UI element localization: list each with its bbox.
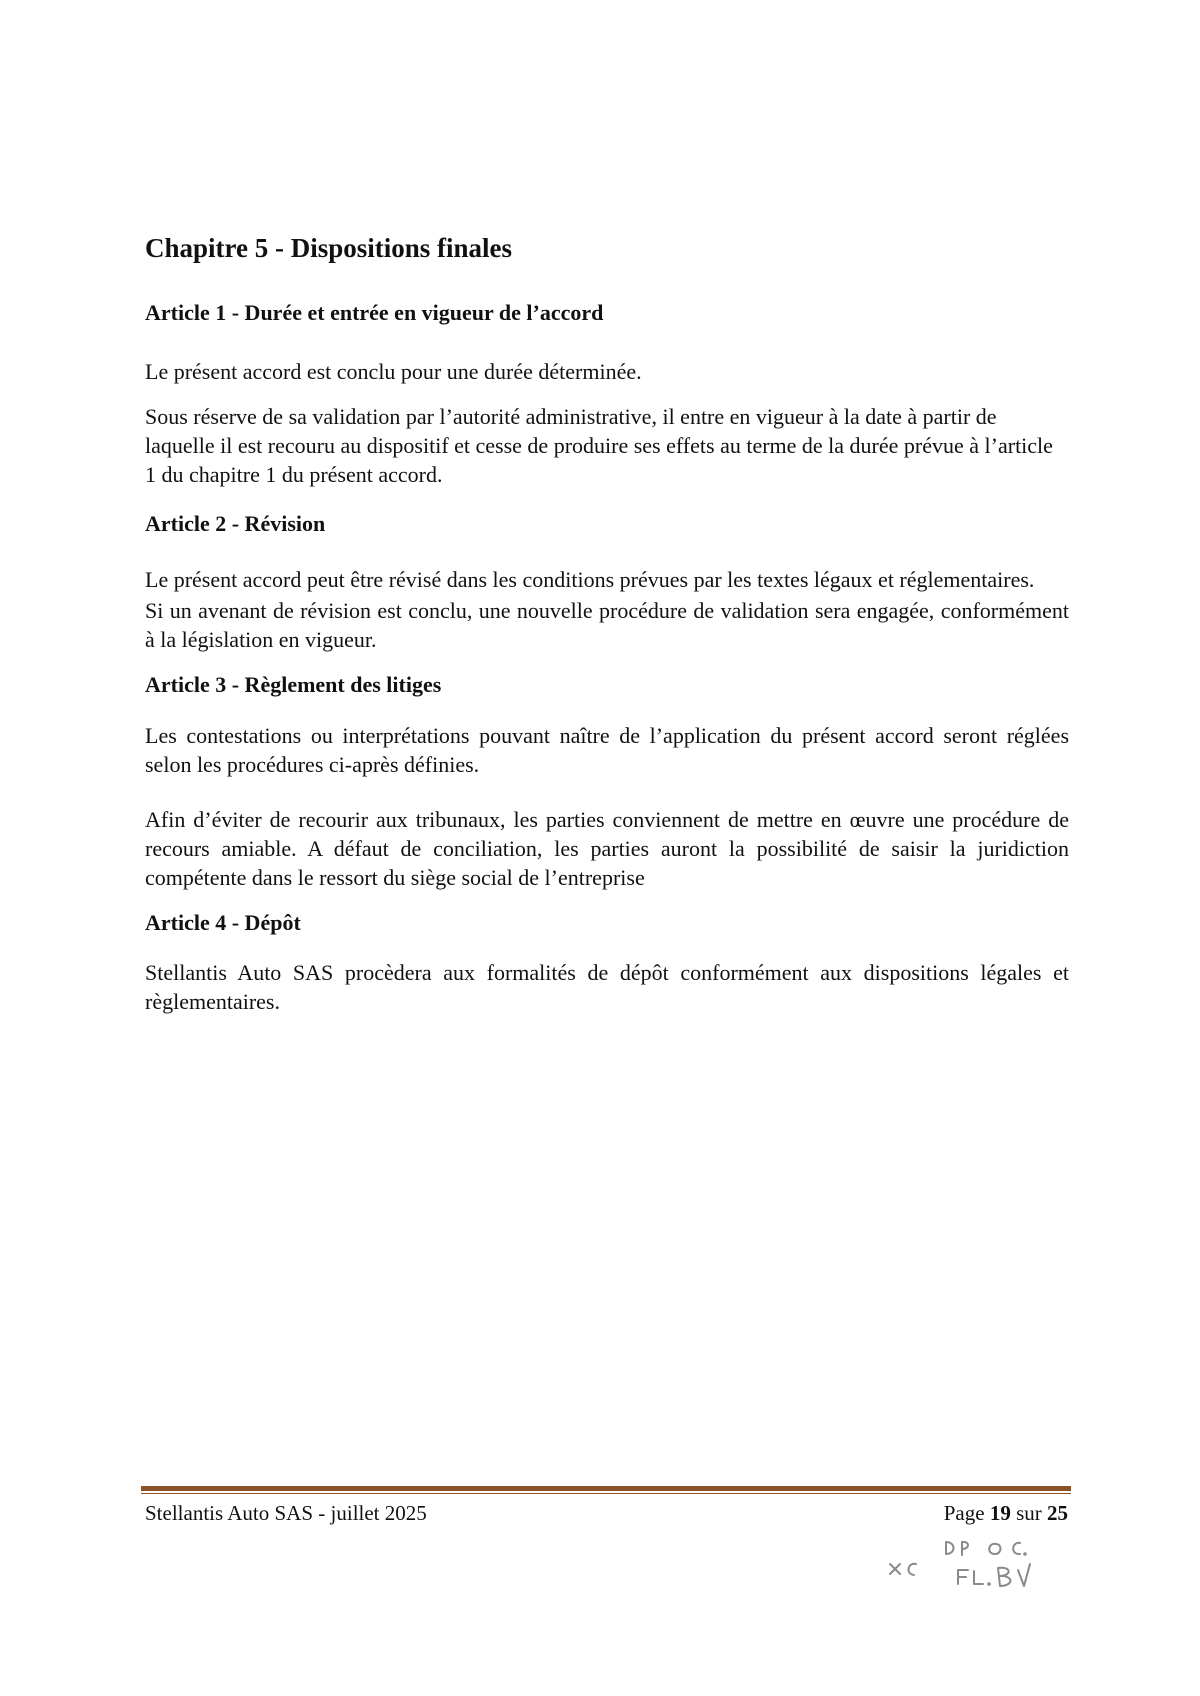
footer-page-prefix: Page <box>943 1501 985 1525</box>
article-3-paragraph-2: Afin d’éviter de recourir aux tribunaux, les parties conviennent de mettre en œuvre une procédure de recours amiable. A défaut de conciliation, les parties auront la possibilité de saisir la juridiction compétente dans le ressort du siège social de l’entreprise <box>145 806 1069 890</box>
article-2-title: Article 2 - Révision <box>145 510 326 536</box>
handwritten-initials-signature-icon <box>878 1528 1068 1598</box>
article-4-paragraph-1: Stellantis Auto SAS procèdera aux formalités de dépôt conformément aux dispositions légales et règlementaires. <box>145 959 1069 1014</box>
article-1-paragraph-1: Le présent accord est conclu pour une durée déterminée. <box>145 358 642 384</box>
article-3-title: Article 3 - Règlement des litiges <box>145 672 442 698</box>
footer-page-separator: sur <box>1016 1501 1042 1525</box>
footer-current-page: 19 <box>989 1501 1011 1525</box>
article-2-paragraph-2: Si un avenant de révision est conclu, une nouvelle procédure de validation sera engagée, conformément à la législation en vigueur. <box>145 598 1069 653</box>
footer-company-date: Stellantis Auto SAS - juillet 2025 <box>145 1501 427 1525</box>
article-4-title: Article 4 - Dépôt <box>145 909 301 935</box>
article-1-paragraph-2: Sous réserve de sa validation par l’autorité administrative, il entre en vigueur à la date à partir de laquelle il est recouru au dispositif et cesse de produire ses effets au terme de la durée prévue à l’article 1 du chapitre 1 du présent accord. <box>145 403 1053 487</box>
article-3-paragraph-1: Les contestations ou interprétations pouvant naître de l’application du présent accord seront réglées selon les procédures ci-après définies. <box>145 722 1069 777</box>
footer-rule-thin <box>141 1493 1071 1494</box>
article-1-title: Article 1 - Durée et entrée en vigueur de l’accord <box>145 300 604 326</box>
article-2-paragraph-1: Le présent accord peut être révisé dans les conditions prévues par les textes légaux et réglementaires. <box>145 567 1035 593</box>
footer-total-pages: 25 <box>1047 1501 1068 1525</box>
page-content <box>145 232 1069 1016</box>
footer-rule <box>141 1486 1071 1491</box>
chapter-title: Chapitre 5 - Dispositions finales <box>145 233 513 263</box>
footer-page-number <box>944 1500 1068 1526</box>
